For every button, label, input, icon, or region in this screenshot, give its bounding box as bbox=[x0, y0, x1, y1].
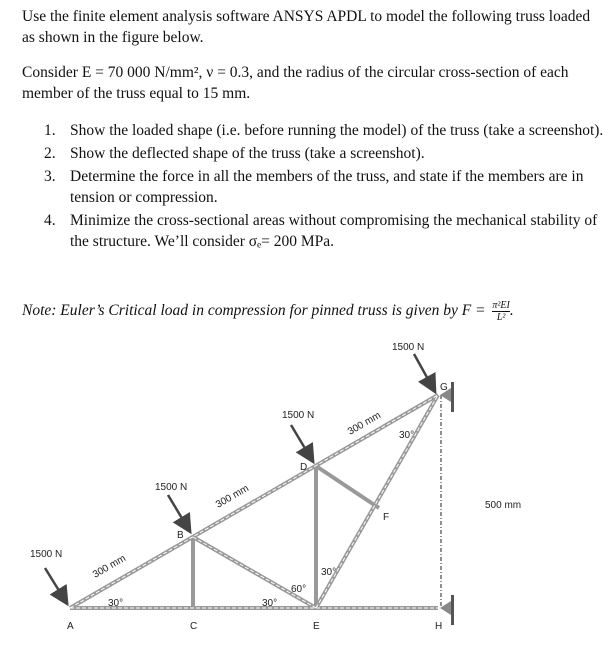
task-text: Show the loaded shape (i.e. before running the model) of the truss (take a screenshot). bbox=[70, 122, 604, 139]
task-item bbox=[44, 166, 604, 208]
task-number: 2. bbox=[44, 145, 56, 162]
material-paragraph: Consider E = 70 000 N/mm², ν = 0.3, and the radius of the circular cross-section of each member of the truss equal to 15 mm. bbox=[22, 64, 569, 102]
angle-label-e: 30° bbox=[262, 598, 278, 609]
length-label-bd: 300 mm bbox=[214, 483, 251, 511]
svg-text:G: G bbox=[440, 382, 448, 393]
load-label-d: 1500 N bbox=[282, 410, 315, 421]
node-labels bbox=[67, 382, 448, 632]
svg-text:E: E bbox=[313, 621, 320, 632]
task-text: Show the deflected shape of the truss (take a screenshot). bbox=[70, 145, 425, 162]
load-label-b: 1500 N bbox=[155, 482, 188, 493]
fraction-numerator: π²EI bbox=[492, 300, 510, 311]
note-text: Note: Euler’s Critical load in compression for pinned truss is given by F = bbox=[22, 302, 486, 320]
svg-text:A: A bbox=[67, 621, 74, 632]
height-label: 500 mm bbox=[485, 500, 522, 511]
task-text: Determine the force in all the members of the truss, and state if the members are in tension or compression. bbox=[70, 168, 584, 206]
task-text: Minimize the cross-sectional areas without compromising the mechanical stability of the structure. We’ll consider σₑ= 200 MPa. bbox=[70, 212, 598, 250]
angle-label-60: 60° bbox=[291, 584, 307, 595]
load-label-a: 1500 N bbox=[30, 549, 63, 560]
euler-note: Note: Euler’s Critical load in compression for pinned truss is given by F = $\frac{\text{π²EI}}{\text{L²}}$ . bbox=[22, 300, 514, 323]
task-list bbox=[44, 120, 604, 254]
task-item bbox=[44, 210, 604, 252]
length-label-ab: 300 mm bbox=[91, 553, 128, 581]
length-label-dg: 300 mm bbox=[346, 410, 383, 438]
intro-paragraph: Use the finite element analysis software ANSYS APDL to model the following truss loaded as shown in the figure below. bbox=[22, 8, 591, 46]
load-label-g: 1500 N bbox=[392, 342, 425, 353]
fraction-denominator: L² bbox=[496, 312, 506, 323]
task-item bbox=[44, 143, 604, 164]
angle-label-g: 30° bbox=[399, 430, 415, 441]
svg-text:D: D bbox=[300, 462, 308, 473]
supports bbox=[440, 382, 454, 625]
svg-text:C: C bbox=[190, 621, 198, 632]
svg-text:H: H bbox=[435, 621, 443, 632]
svg-text:F: F bbox=[383, 512, 390, 523]
euler-fraction bbox=[492, 300, 509, 323]
truss-diagram bbox=[0, 330, 611, 658]
task-number: 3. bbox=[44, 168, 56, 185]
task-number: 1. bbox=[44, 122, 56, 139]
angle-label-e-vert: 30° bbox=[321, 567, 337, 578]
svg-text:B: B bbox=[177, 530, 184, 541]
task-number: 4. bbox=[44, 212, 56, 229]
task-item bbox=[44, 120, 604, 141]
angle-label-a: 30° bbox=[108, 598, 124, 609]
